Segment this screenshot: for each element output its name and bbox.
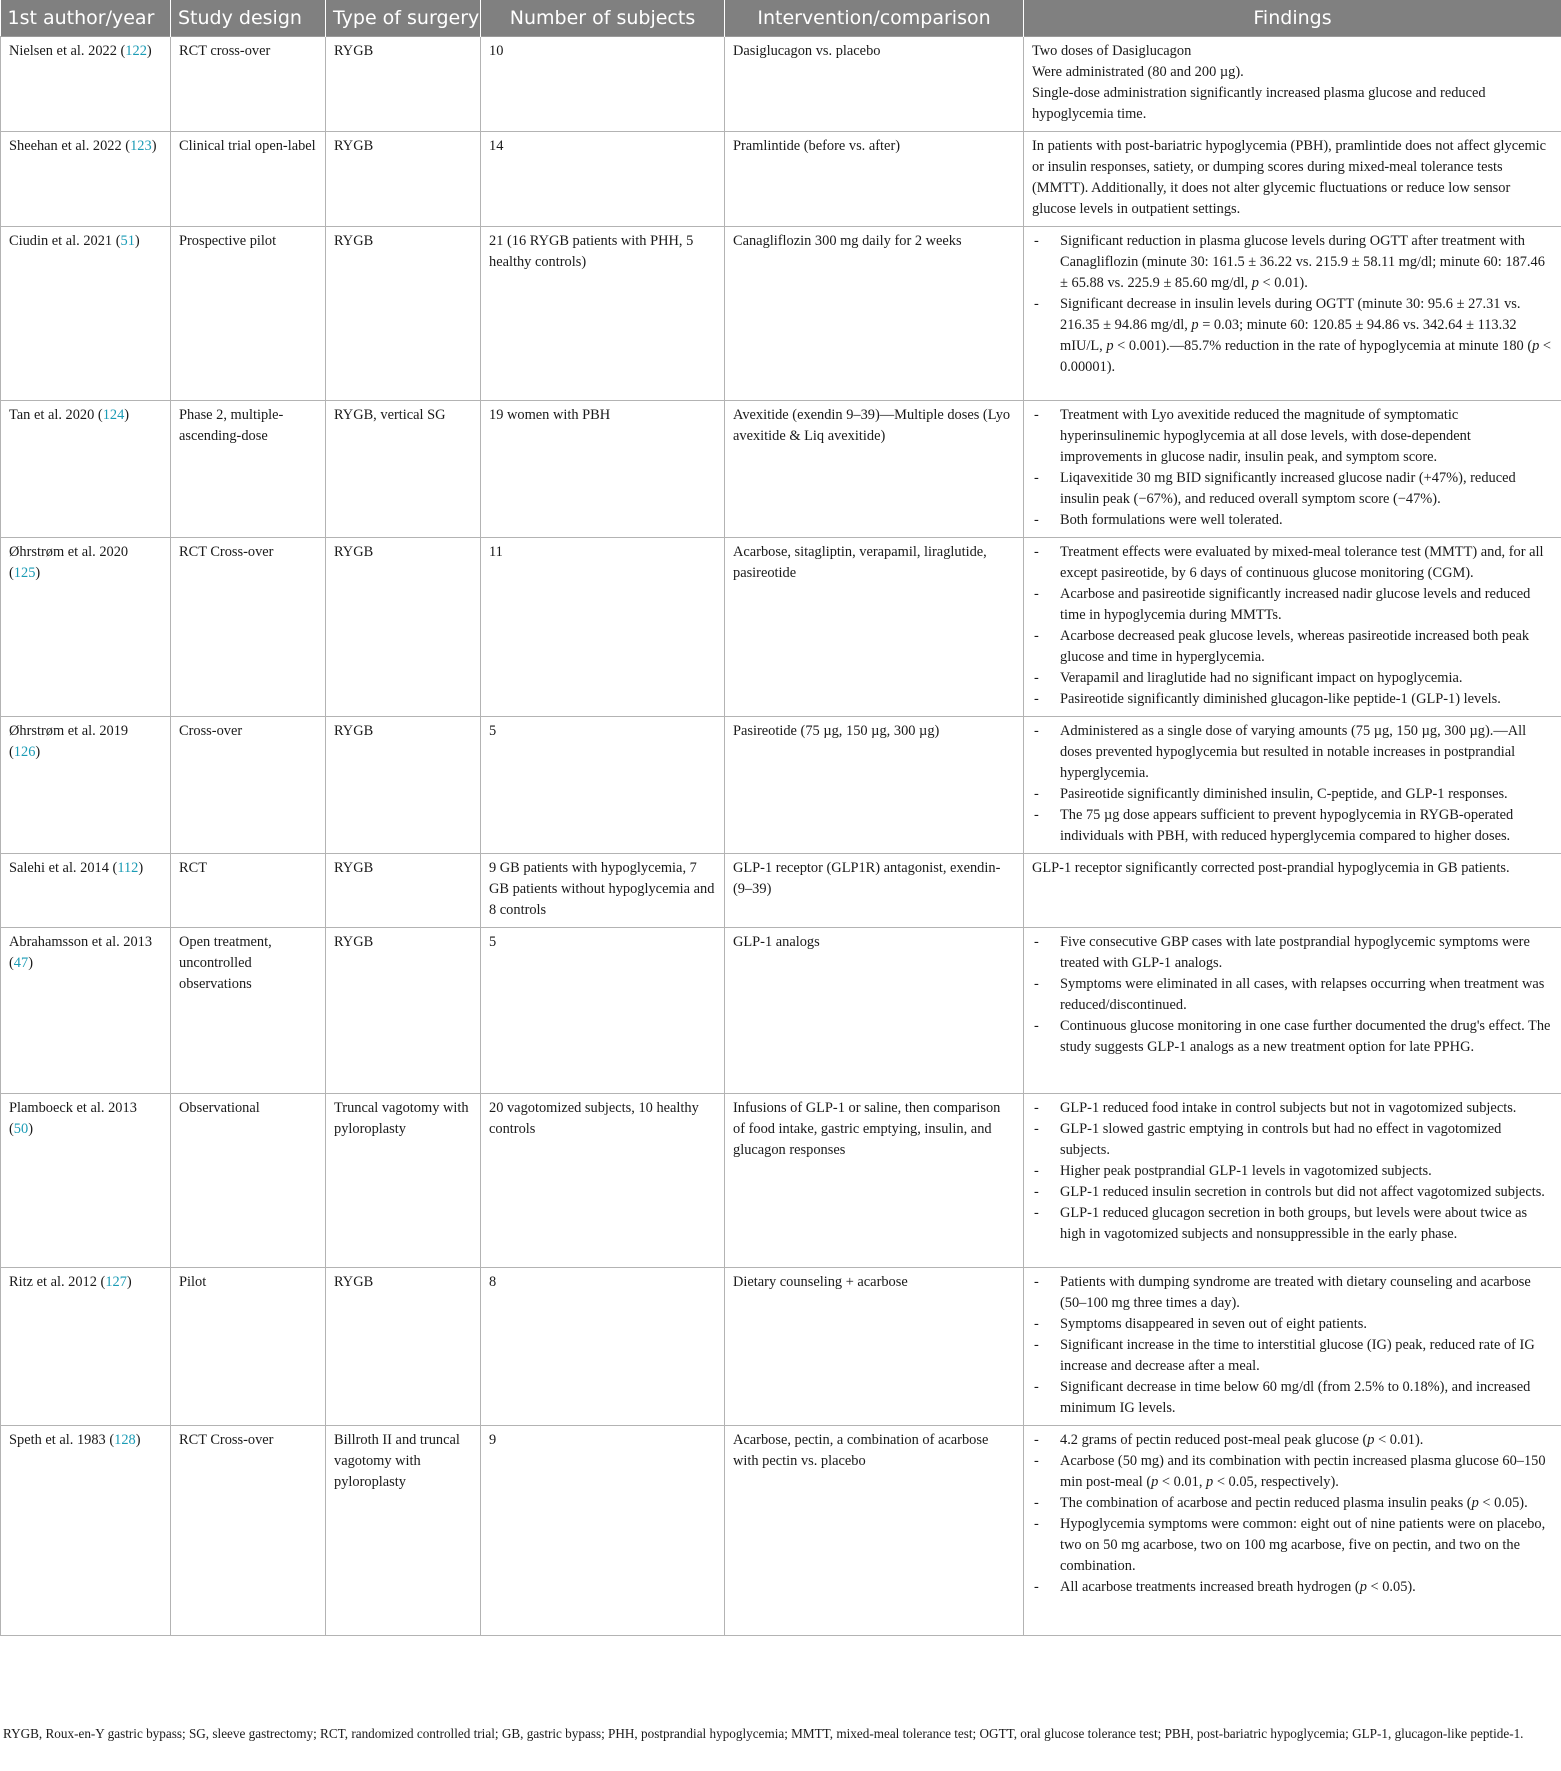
table-row [1, 1268, 1561, 1426]
finding-line: In patients with post-bariatric hypoglycemia (PBH), pramlintide does not affect glycemic or insulin responses, satiety, or dumping scores during mixed-meal tolerance tests (MMTT). Additionally, it does not alter glycemic fluctuations or reduce low sensor glucose levels in outpatient settings. [1032, 138, 1547, 217]
table-row [1, 928, 1561, 1094]
reference-link[interactable]: 128 [114, 1432, 136, 1448]
cell-intervention: Dasiglucagon vs. placebo [725, 37, 1024, 132]
cell-surgery: Billroth II and truncal vagotomy with pyloroplasty [326, 1426, 481, 1636]
reference-link[interactable]: 126 [13, 744, 36, 760]
finding-item: - Treatment effects were evaluated by mixed-meal tolerance test (MMTT) and, for all except pasireotide, by 6 days of continuous glucose monitoring (CGM). [1032, 542, 1553, 584]
cell-design: Observational [171, 1094, 326, 1268]
author-name: Abrahamsson et al. 2013 [9, 934, 153, 950]
cell-author: Plamboeck et al. 2013 (50) [1, 1094, 171, 1268]
author-name: Sheehan et al. 2022 [9, 138, 122, 154]
finding-item: - Symptoms were eliminated in all cases, with relapses occurring when treatment was reduced/discontinued. [1032, 974, 1553, 1016]
findings-list [1032, 721, 1553, 847]
findings-list [1032, 542, 1553, 710]
cell-subjects: 21 (16 RYGB patients with PHH, 5 healthy controls) [481, 227, 725, 401]
cell-intervention: GLP-1 analogs [725, 928, 1024, 1094]
cell-findings [1024, 538, 1561, 717]
findings-list [1032, 1430, 1553, 1598]
cell-design: Phase 2, multiple-ascending-dose [171, 401, 326, 538]
finding-item: - Five consecutive GBP cases with late postprandial hypoglycemic symptoms were treated with GLP-1 analogs. [1032, 932, 1553, 974]
table-row [1, 854, 1561, 928]
cell-findings [1024, 1426, 1561, 1636]
author-name: Nielsen et al. 2022 [9, 43, 117, 59]
cell-surgery: RYGB [326, 132, 481, 227]
cell-surgery: RYGB [326, 854, 481, 928]
author-name: Ritz et al. 2012 [9, 1274, 97, 1290]
cell-findings [1024, 401, 1561, 538]
header-design: Study design [171, 0, 326, 37]
findings-text [1032, 41, 1553, 125]
author-name: Øhrstrøm et al. 2020 [9, 544, 129, 560]
finding-line: Single-dose administration significantly increased plasma glucose and reduced hypoglycemia time. [1032, 85, 1486, 122]
cell-findings [1024, 37, 1561, 132]
finding-item: - Pasireotide significantly diminished glucagon-like peptide-1 (GLP-1) levels. [1032, 689, 1553, 710]
cell-intervention: Avexitide (exendin 9–39)—Multiple doses (Lyo avexitide & Liq avexitide) [725, 401, 1024, 538]
findings-text [1032, 136, 1553, 220]
table-row [1, 132, 1561, 227]
table-body [1, 37, 1561, 1636]
author-name: Plamboeck et al. 2013 [9, 1100, 137, 1116]
cell-intervention: Acarbose, sitagliptin, verapamil, liraglutide, pasireotide [725, 538, 1024, 717]
author-name: Speth et al. 1983 [9, 1432, 106, 1448]
finding-item: - Symptoms disappeared in seven out of eight patients. [1032, 1314, 1553, 1335]
finding-item: - Higher peak postprandial GLP-1 levels in vagotomized subjects. [1032, 1161, 1553, 1182]
finding-item: - Hypoglycemia symptoms were common: eight out of nine patients were on placebo, two on 50 mg acarbose, two on 100 mg acarbose, five on pectin, and two on the combination. [1032, 1514, 1553, 1577]
table-row [1, 37, 1561, 132]
finding-item: - Acarbose (50 mg) and its combination with pectin increased plasma glucose 60–150 min post-meal (p < 0.01, p < 0.05, respectively). [1032, 1451, 1553, 1493]
cell-surgery: RYGB [326, 928, 481, 1094]
cell-subjects: 10 [481, 37, 725, 132]
cell-findings [1024, 227, 1561, 401]
header-subjects: Number of subjects [481, 0, 725, 37]
cell-surgery: RYGB [326, 37, 481, 132]
findings-list [1032, 1272, 1553, 1419]
finding-item: - Significant reduction in plasma glucose levels during OGTT after treatment with Canagliflozin (minute 30: 161.5 ± 36.22 vs. 215.9 ± 58.11 mg/dl; minute 60: 187.46 ± 65.88 vs. 225.9 ± 85.60 mg/dl, p < 0.01). [1032, 231, 1553, 294]
findings-list [1032, 405, 1553, 531]
finding-item: - The 75 µg dose appears sufficient to prevent hypoglycemia in RYGB-operated individuals with PBH, with reduced hyperglycemia compared to higher doses. [1032, 805, 1553, 847]
reference-link[interactable]: 122 [125, 43, 147, 59]
cell-design: RCT cross-over [171, 37, 326, 132]
cell-surgery: RYGB [326, 717, 481, 854]
cell-subjects: 14 [481, 132, 725, 227]
cell-subjects: 9 GB patients with hypoglycemia, 7 GB patients without hypoglycemia and 8 controls [481, 854, 725, 928]
cell-design: Cross-over [171, 717, 326, 854]
cell-subjects: 20 vagotomized subjects, 10 healthy controls [481, 1094, 725, 1268]
finding-item: - Acarbose decreased peak glucose levels, whereas pasireotide increased both peak glucose and time in hyperglycemia. [1032, 626, 1553, 668]
cell-surgery: RYGB, vertical SG [326, 401, 481, 538]
finding-item: - 4.2 grams of pectin reduced post-meal peak glucose (p < 0.01). [1032, 1430, 1553, 1451]
cell-intervention: Infusions of GLP-1 or saline, then comparison of food intake, gastric emptying, insulin, and glucagon responses [725, 1094, 1024, 1268]
finding-item: - Significant decrease in time below 60 mg/dl (from 2.5% to 0.18%), and increased minimum IG levels. [1032, 1377, 1553, 1419]
reference-link[interactable]: 124 [102, 407, 125, 423]
finding-item: - Significant increase in the time to interstitial glucose (IG) peak, reduced rate of IG increase and decrease after a meal. [1032, 1335, 1553, 1377]
finding-item: - GLP-1 reduced glucagon secretion in both groups, but levels were about twice as high in vagotomized subjects and nonsuppressible in the early phase. [1032, 1203, 1553, 1245]
header-author: 1st author/year [1, 0, 171, 37]
cell-design: Pilot [171, 1268, 326, 1426]
table-row [1, 1094, 1561, 1268]
finding-item: - Acarbose and pasireotide significantly increased nadir glucose levels and reduced time in hypoglycemia during MMTTs. [1032, 584, 1553, 626]
table-row [1, 227, 1561, 401]
finding-line: Were administrated (80 and 200 µg). [1032, 64, 1244, 80]
reference-link[interactable]: 127 [105, 1274, 127, 1290]
finding-item: - Administered as a single dose of varying amounts (75 µg, 150 µg, 300 µg).—All doses prevented hypoglycemia but resulted in notable increases in postprandial hyperglycemia. [1032, 721, 1553, 784]
finding-item: - Liqavexitide 30 mg BID significantly increased glucose nadir (+47%), reduced insulin peak (−67%), and reduced overall symptom score (−47%). [1032, 468, 1553, 510]
table-row [1, 401, 1561, 538]
finding-item: - Significant decrease in insulin levels during OGTT (minute 30: 95.6 ± 27.31 vs. 216.35 ± 94.86 mg/dl, p = 0.03; minute 60: 120.85 ± 94.86 vs. 342.64 ± 113.32 mIU/L, p < 0.001).—85.7% reduction in the rate of hypoglycemia at minute 180 (p < 0.00001). [1032, 294, 1553, 378]
cell-design: RCT Cross-over [171, 1426, 326, 1636]
reference-link[interactable]: 50 [13, 1121, 29, 1137]
cell-design: RCT [171, 854, 326, 928]
cell-author: Øhrstrøm et al. 2019 (126) [1, 717, 171, 854]
reference-link[interactable]: 123 [130, 138, 152, 154]
cell-findings [1024, 717, 1561, 854]
table-row [1, 538, 1561, 717]
cell-subjects: 11 [481, 538, 725, 717]
findings-list [1032, 1098, 1553, 1245]
cell-intervention: Pramlintide (before vs. after) [725, 132, 1024, 227]
finding-item: - Pasireotide significantly diminished insulin, C-peptide, and GLP-1 responses. [1032, 784, 1553, 805]
cell-subjects: 5 [481, 928, 725, 1094]
findings-list [1032, 932, 1553, 1058]
cell-surgery: RYGB [326, 1268, 481, 1426]
cell-subjects: 9 [481, 1426, 725, 1636]
finding-item: - GLP-1 reduced insulin secretion in controls but did not affect vagotomized subjects. [1032, 1182, 1553, 1203]
cell-author: Tan et al. 2020 (124) [1, 401, 171, 538]
table-row [1, 1426, 1561, 1636]
finding-item: - Both formulations were well tolerated. [1032, 510, 1553, 531]
header-findings: Findings [1024, 0, 1561, 37]
reference-link[interactable]: 112 [117, 860, 139, 876]
cell-intervention: Acarbose, pectin, a combination of acarbose with pectin vs. placebo [725, 1426, 1024, 1636]
reference-link[interactable]: 125 [13, 565, 36, 581]
finding-line: GLP-1 receptor significantly corrected post-prandial hypoglycemia in GB patients. [1032, 860, 1510, 876]
finding-item: - GLP-1 slowed gastric emptying in controls but had no effect in vagotomized subjects. [1032, 1119, 1553, 1161]
cell-findings [1024, 1094, 1561, 1268]
cell-intervention: Pasireotide (75 µg, 150 µg, 300 µg) [725, 717, 1024, 854]
cell-intervention: Dietary counseling + acarbose [725, 1268, 1024, 1426]
header-row [1, 0, 1561, 37]
finding-item: - Continuous glucose monitoring in one case further documented the drug's effect. The study suggests GLP-1 analogs as a new treatment option for late PPHG. [1032, 1016, 1553, 1058]
cell-subjects: 5 [481, 717, 725, 854]
reference-link[interactable]: 47 [13, 955, 29, 971]
cell-design: RCT Cross-over [171, 538, 326, 717]
cell-author: Ritz et al. 2012 (127) [1, 1268, 171, 1426]
finding-item: - Verapamil and liraglutide had no significant impact on hypoglycemia. [1032, 668, 1553, 689]
header-surgery: Type of surgery [326, 0, 481, 37]
author-name: Salehi et al. 2014 [9, 860, 109, 876]
cell-findings [1024, 1268, 1561, 1426]
cell-subjects: 8 [481, 1268, 725, 1426]
cell-author: Sheehan et al. 2022 (123) [1, 132, 171, 227]
cell-surgery: RYGB [326, 227, 481, 401]
table-footnote: RYGB, Roux-en-Y gastric bypass; SG, sleeve gastrectomy; RCT, randomized controlled trial; GB, gastric bypass; PHH, postprandial hypoglycemia; MMTT, mixed-meal tolerance test; OGTT, oral glucose tolerance test; PBH, post-bariatric hypoglycemia; GLP-1, glucagon-like peptide-1. [3, 1726, 1524, 1741]
finding-item: - Patients with dumping syndrome are treated with dietary counseling and acarbose (50–100 mg three times a day). [1032, 1272, 1553, 1314]
finding-item: - Treatment with Lyo avexitide reduced the magnitude of symptomatic hyperinsulinemic hypoglycemia at all dose levels, with dose-dependent improvements in glucose nadir, insulin peak, and symptom score. [1032, 405, 1553, 468]
cell-subjects: 19 women with PBH [481, 401, 725, 538]
cell-surgery: Truncal vagotomy with pyloroplasty [326, 1094, 481, 1268]
cell-surgery: RYGB [326, 538, 481, 717]
findings-list [1032, 231, 1553, 378]
cell-findings [1024, 132, 1561, 227]
author-name: Øhrstrøm et al. 2019 [9, 723, 129, 739]
author-name: Tan et al. 2020 [9, 407, 95, 423]
cell-author: Abrahamsson et al. 2013 (47) [1, 928, 171, 1094]
cell-intervention: GLP-1 receptor (GLP1R) antagonist, exendin-(9–39) [725, 854, 1024, 928]
table-row [1, 717, 1561, 854]
cell-design: Clinical trial open-label [171, 132, 326, 227]
finding-item: - GLP-1 reduced food intake in control subjects but not in vagotomized subjects. [1032, 1098, 1553, 1119]
finding-item: - The combination of acarbose and pectin reduced plasma insulin peaks (p < 0.05). [1032, 1493, 1553, 1514]
cell-intervention: Canagliflozin 300 mg daily for 2 weeks [725, 227, 1024, 401]
cell-author: Nielsen et al. 2022 (122) [1, 37, 171, 132]
cell-author: Øhrstrøm et al. 2020 (125) [1, 538, 171, 717]
cell-findings [1024, 854, 1561, 928]
cell-author: Ciudin et al. 2021 (51) [1, 227, 171, 401]
header-intervention: Intervention/comparison [725, 0, 1024, 37]
finding-line: Two doses of Dasiglucagon [1032, 43, 1192, 59]
finding-item: - All acarbose treatments increased breath hydrogen (p < 0.05). [1032, 1577, 1553, 1598]
cell-design: Prospective pilot [171, 227, 326, 401]
reference-link[interactable]: 51 [120, 233, 135, 249]
findings-text [1032, 858, 1553, 879]
author-name: Ciudin et al. 2021 [9, 233, 113, 249]
cell-findings [1024, 928, 1561, 1094]
cell-author: Speth et al. 1983 (128) [1, 1426, 171, 1636]
cell-design: Open treatment, uncontrolled observations [171, 928, 326, 1094]
cell-author: Salehi et al. 2014 (112) [1, 854, 171, 928]
